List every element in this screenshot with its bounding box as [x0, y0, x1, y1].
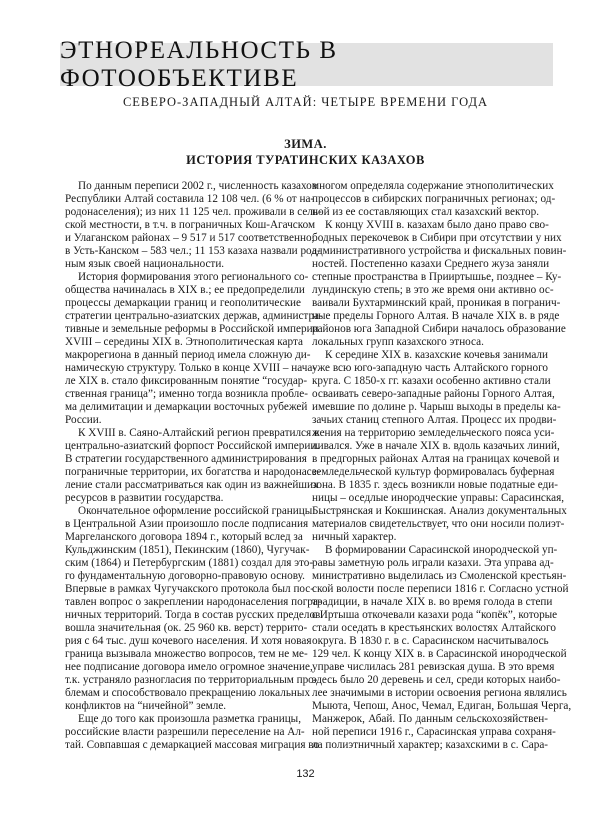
text-line: ной из ее составляющих стал казахский вектор. [312, 206, 539, 218]
text-line: России. [65, 414, 102, 426]
text-line: стратегии центрально-азиатских держав, администра- [65, 310, 323, 322]
text-line: ла полиэтничный характер; казахскими в с. Сара- [312, 739, 549, 751]
text-line: процессов в сибирских пограничных регионах; од- [312, 193, 556, 205]
text-line: ничный характер. [312, 531, 397, 543]
section-header-band [60, 36, 553, 92]
text-line: намическую структуру. Только в конце XVIII – нача- [65, 362, 317, 374]
left-column [65, 180, 323, 752]
text-line: осваивать северо-западные районы Горного Алтая, [312, 388, 555, 400]
text-line: лее значимыми в истории освоения региона являлись [312, 687, 567, 699]
text-line: ление стали рассматриваться как один из важнейших [65, 479, 319, 491]
text-line: ским (1864) и Петербургским (1881) создал для это- [65, 557, 314, 569]
text-line: управе числилась 281 ревизская душа. В это время [312, 661, 555, 673]
text-line: т.к. устраняло разногласия по территориальным про- [65, 674, 318, 686]
paragraph [312, 180, 556, 219]
right-column [312, 180, 572, 752]
text-line: и Улаганском районах – 9 517 и 517 соответственно, [65, 232, 315, 244]
text-line: пограничные территории, их богатства и народонасе- [65, 466, 321, 478]
text-line: Республики Алтай составила 12 108 чел. (6 % от на- [65, 193, 315, 205]
text-line: рия с 64 тыс. душ кочевого населения. И хотя новая [65, 635, 312, 647]
text-line: тивные и земельные реформы в Российской империи [65, 323, 319, 335]
text-line: лундинскую степь; в это же время они активно ос- [312, 284, 554, 296]
text-line: К концу XVIII в. казахам было дано право сво- [325, 219, 549, 231]
text-line: тавлен вопрос о закреплении народонаселения погра- [65, 596, 322, 608]
text-line: ностей. Постепенно казахи Среднего жуза заняли [312, 258, 550, 270]
text-line: ской местности, в т.ч. в пограничных Кош-Агачском [65, 219, 316, 231]
article-title-line-1: ЗИМА. [284, 137, 327, 151]
text-line: ле XIX в. стало фиксированным понятие “государ- [65, 375, 308, 387]
text-line: конфликтов на “ничейной” земле. [65, 700, 227, 712]
text-line: По данным переписи 2002 г., численность казахов [78, 180, 318, 192]
paragraph [65, 713, 320, 752]
text-line: общества начиналась в XIX в.; ее предопределили [65, 284, 305, 296]
text-line: традиции, в начале XIX в. во время голода в степи [312, 596, 553, 608]
text-line: Быстрянская и Кокшинская. Анализ документальных [312, 505, 567, 517]
text-line: Окончательное оформление российской границы [78, 505, 313, 517]
text-line: процессы демаркации границ и геополитические [65, 297, 301, 309]
paragraph [312, 349, 567, 544]
text-line: стали оседать в крестьянских волостях Алтайского [312, 622, 556, 634]
text-line: в предгорных районах Алтая на границах кочевой и [312, 453, 560, 465]
text-line: макрорегиона в данный период имела сложную ди- [65, 349, 311, 361]
text-line: Впервые в рамках Чугучакского протокола был пос- [65, 583, 314, 595]
text-line: зачьих станиц степного Алтая. Процесс их продви- [312, 414, 557, 426]
text-line: Манжерок, Абай. По данным сельскохозяйствен- [312, 713, 548, 725]
text-line: ные пределы Горного Алтая. В начале XIX в. в ряде [312, 310, 560, 322]
text-line: с Иртыша откочевали казахи рода “копёк”, которые [312, 609, 558, 621]
text-line: жения на территорию земледельческого пояса уси- [312, 427, 555, 439]
text-line: ваивали Бухтарминский край, проникая в погранич- [312, 297, 561, 309]
subtitle: СЕВЕРО-ЗАПАДНЫЙ АЛТАЙ: ЧЕТЫРЕ ВРЕМЕНИ ГОДА [122, 95, 489, 109]
article-title-line-2: ИСТОРИЯ ТУРАТИНСКИХ КАЗАХОВ [186, 153, 425, 167]
text-line: ма делимитации и демаркации восточных рубежей [65, 401, 308, 413]
text-line: министративно выделилась из Смоленской крестьян- [312, 570, 567, 582]
paragraph [65, 271, 323, 427]
text-line: блемам и способствовало прекращению локальных [65, 687, 311, 699]
text-line: ресурсов в развитии государства. [65, 492, 224, 504]
text-line: здесь было 20 деревень и сел, среди которых наибо- [312, 674, 561, 686]
text-line: ственная граница”; именно тогда возникла пробле- [65, 388, 308, 400]
text-line: История формирования этого регионального со- [78, 271, 309, 283]
text-line: тай. Совпавшая с демаркацией массовая миграция во [65, 739, 320, 751]
text-line: ницы – оседлые инородческие управы: Сарасинская, [312, 492, 565, 504]
text-line: районов юга Западной Сибири началось образование [312, 323, 566, 335]
text-line: Маргеланского договора 1894 г., который вслед за [65, 531, 303, 543]
text-line: вошла значительная (ок. 25 960 кв. верст) террито- [65, 622, 308, 634]
text-line: в Усть-Канском – 583 чел.; 11 153 казаха назвали род- [65, 245, 321, 257]
text-line: К середине XIX в. казахские кочевья занимали [325, 349, 548, 361]
text-line: зона. В 1835 г. здесь возникли новые податные еди- [312, 479, 559, 491]
text-line: Мыюта, Чепош, Анос, Чемал, Едиган, Большая Черга, [312, 700, 572, 712]
text-line: граница вызывала множество вопросов, тем не ме- [65, 648, 308, 660]
text-line: круга. С 1850-х гг. казахи особенно активно стали [312, 375, 551, 387]
page-number: 132 [296, 768, 315, 780]
text-line: равы заметную роль играли казахи. Эта управа ад- [312, 557, 554, 569]
text-line: XVIII – середины XIX в. Этнополитическая карта [65, 336, 303, 348]
text-line: ным язык своей национальности. [65, 258, 225, 270]
paragraph [65, 505, 322, 713]
text-line: ливался. Уже в начале XIX в. вдоль казачьих линий, [312, 440, 560, 452]
text-line: К XVIII в. Саяно-Алтайский регион превратился в [78, 427, 320, 439]
text-line: имевшие по долине р. Чарыш выходы в пределы ка- [312, 401, 561, 413]
text-line: го фундаментальную договорно-правовую основу. [65, 570, 305, 582]
section-title: ЭТНОРЕАЛЬНОСТЬ В ФОТООБЪЕКТИВЕ [60, 36, 338, 92]
text-line: Кульджинским (1851), Пекинским (1860), Чугучак- [65, 544, 310, 556]
text-line: в Центральной Азии произошло после подписания [65, 518, 309, 530]
text-line: Еще до того как произошла разметка границы, [78, 713, 301, 725]
paragraph [312, 219, 567, 349]
text-line: 129 чел. К концу XIX в. в Сарасинской инородческой [312, 648, 567, 660]
text-line: ничных территорий. Тогда в состав русских пределов [65, 609, 321, 621]
text-line: В стратегии государственного администрирования [65, 453, 307, 465]
text-line: нее подписание договора имело огромное значение, [65, 661, 313, 673]
text-line: российские власти разрешили переселение на Ал- [65, 726, 305, 738]
text-line: В формировании Сарасинской инородческой уп- [325, 544, 558, 556]
paragraph [312, 544, 572, 752]
text-line: центрально-азиатский форпост Российской империи. [65, 440, 320, 452]
text-line: родонаселения); из них 11 125 чел. проживали в сель- [65, 206, 322, 218]
text-line: административного устройства и фискальных повин- [312, 245, 567, 257]
text-line: материалов свидетельствует, что они носили полиэт- [312, 518, 565, 530]
text-line: степные пространства в Прииртышье, позднее – Ку- [312, 271, 562, 283]
text-line: многом определяла содержание этнополитических [312, 180, 554, 192]
text-line: ской волости после переписи 1816 г. Согласно устной [312, 583, 569, 595]
text-line: локальных групп казахского этноса. [312, 336, 484, 348]
paragraph [65, 180, 322, 271]
text-line: уже всю юго-западную часть Алтайского горного [312, 362, 548, 374]
text-line: ной переписи 1916 г., Сарасинская управа сохраня- [312, 726, 556, 738]
text-line: бодных перекочевок в Сибири при отсутствии у них [312, 232, 562, 244]
text-line: земледельческой культур формировалась буферная [312, 466, 555, 478]
paragraph [65, 427, 321, 505]
text-line: округа. В 1830 г. в с. Сарасинском насчитывалось [312, 635, 549, 647]
article-title [0, 136, 611, 168]
